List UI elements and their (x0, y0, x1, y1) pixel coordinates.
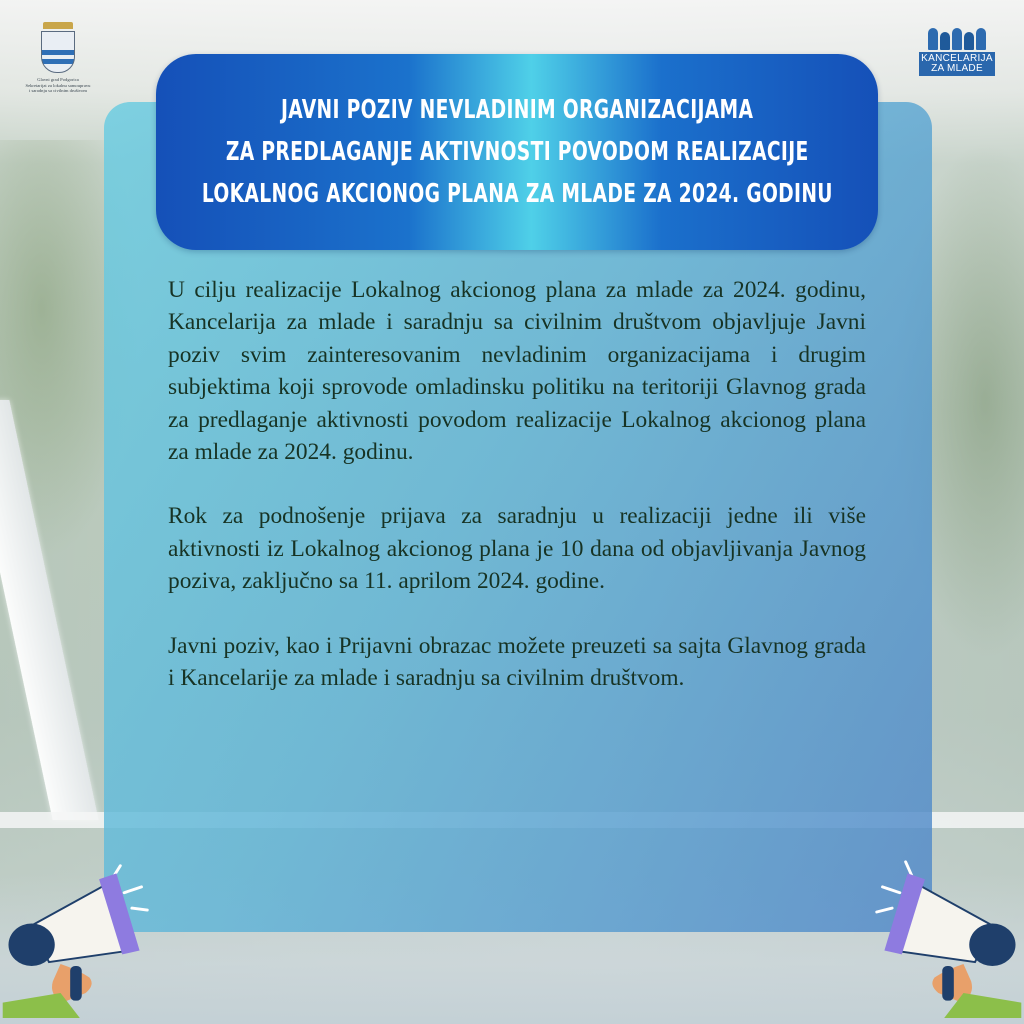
youth-office-logo-label (919, 52, 995, 76)
youth-office-logo (919, 24, 995, 84)
title-line: LOKALNOG AKCIONOG PLANA ZA MLADE ZA 2024. GODINU (201, 179, 833, 209)
people-icon (919, 24, 995, 50)
org-line: i saradnju sa civilnim društvom (29, 88, 87, 94)
org-line: Sekretarijat za lokalnu samoupravu (25, 82, 91, 88)
org-line: Glavni grad Podgorica (37, 77, 79, 82)
org-name (20, 77, 96, 94)
title-banner (156, 54, 878, 250)
announcement-body (168, 274, 866, 694)
logo-label-line: ZA MLADE (931, 63, 983, 74)
logo-label-line: KANCELARIJA (921, 53, 993, 64)
city-coat-of-arms-logo (20, 22, 96, 106)
paragraph-intro: U cilju realizacije Lokalnog akcionog plana za mlade za 2024. godinu, Kancelarija za mlade i saradnju sa civilnim društvom objavljuje Javni poziv svim zainteresovanim nevladinim organizacijama i drugim subjektima koji sprovode omladinsku politiku na teritoriji Glavnog grada za predlaganje aktivnosti povodom realizacije Lokalnog akcionog plana za mlade za 2024. godinu. (168, 277, 866, 466)
crown-icon (43, 22, 73, 29)
title-line: ZA PREDLAGANJE AKTIVNOSTI POVODOM REALIZACIJE (225, 137, 809, 167)
title-line: JAVNI POZIV NEVLADINIM ORGANIZACIJAMA (280, 95, 754, 125)
megaphone-icon (874, 858, 1024, 1018)
megaphone-icon (0, 858, 150, 1018)
paragraph-deadline: Rok za podnošenje prijava za saradnju u realizaciji jedne ili više aktivnosti iz Lokalnog akcionog plana je 10 dana od objavljivanja Javnog poziva, zaključno sa 11. aprilom 2024. godine. (168, 503, 866, 595)
shield-icon (41, 31, 75, 73)
paragraph-download: Javni poziv, kao i Prijavni obrazac možete preuzeti sa sajta Glavnog grada i Kancelarije za mlade i saradnju sa civilnim društvom. (168, 632, 866, 692)
